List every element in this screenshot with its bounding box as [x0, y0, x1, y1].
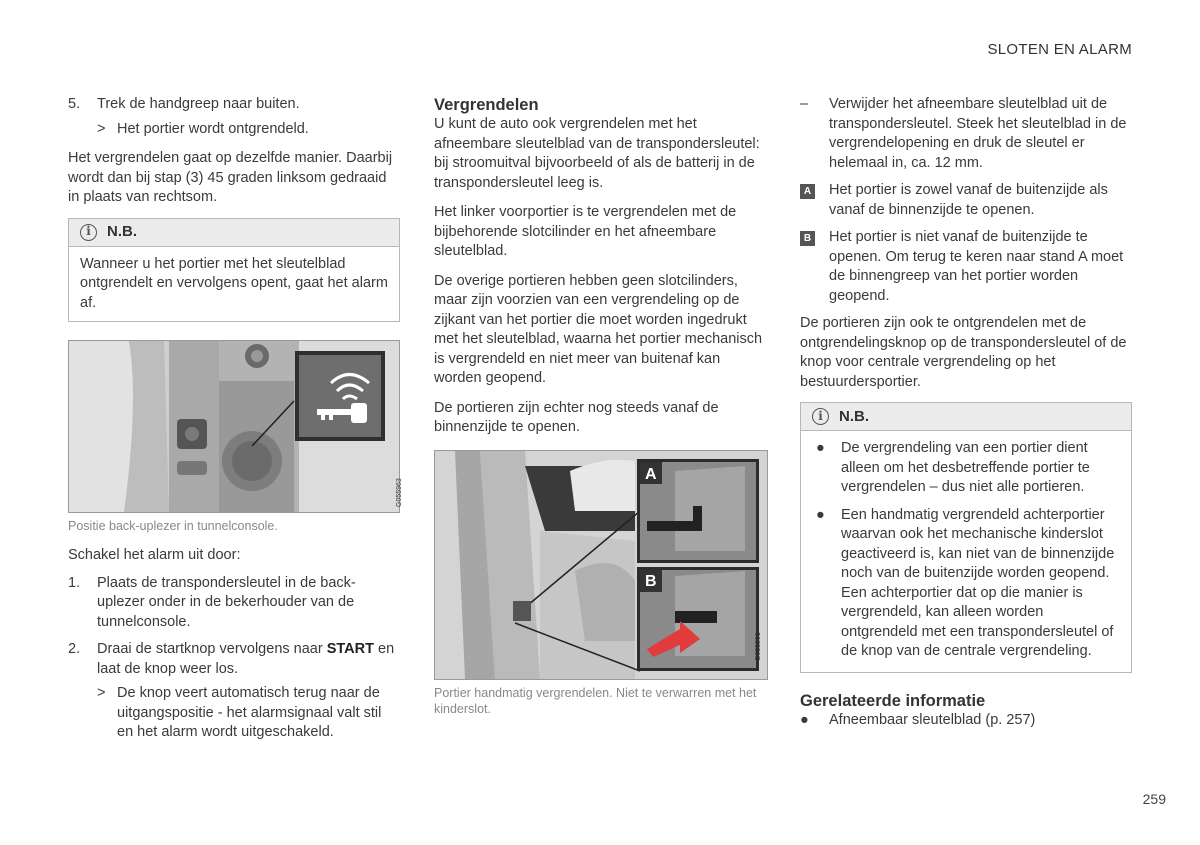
position-b-tag: B — [800, 231, 815, 246]
related-link[interactable]: Afneembaar sleutelblad (p. 257) — [829, 711, 1036, 728]
step-text: Trek de handgreep naar buiten. — [97, 96, 300, 112]
note-body — [801, 431, 1131, 672]
note-title: N.B. — [839, 407, 869, 425]
paragraph-intro: U kunt de auto ook vergrendelen met het afneembare sleutelblad van de transpondersleutel: bij stroomuitval bijvoorbeeld of als de batterij in de transpondersleutel leeg is. — [434, 116, 760, 191]
figure-caption: Portier handmatig vergrendelen. Niet te verwarren met het kinderslot. — [434, 685, 757, 716]
step-2-result-wrapper — [68, 684, 400, 743]
paragraph-front-door: Het linker voorportier is te vergrendelen met de bijbehorende slotcilinder en het afneembare sleutelblad. — [434, 204, 737, 259]
page-number: 259 — [1142, 791, 1166, 807]
paragraph-other-doors: De overige portieren hebben geen slotcilinders, maar zijn voorzien van een vergrendeling op de zijkant van het portier die moet worden ingedrukt met het sleutelblad, waarna het portier mechanisch is vergrendeld en niet meer van buitenaf kan worden geopend. — [434, 272, 763, 386]
step-5-result — [97, 120, 400, 140]
step-text-before: Draai de startknop vervolgens naar — [97, 641, 327, 657]
page-header: SLOTEN EN ALARM — [987, 41, 1132, 58]
bullet-text: De vergrendeling van een portier dient alleen om het desbetreffende portier te vergrendelen – dus niet alle portieren. — [841, 440, 1090, 495]
step-text: Plaats de transpondersleutel in de back-uplezer onder in de bekerhouder van de tunnelconsole. — [97, 574, 356, 630]
info-icon: i — [80, 224, 97, 241]
position-a-text: Het portier is zowel vanaf de buitenzijde als vanaf de binnenzijde te openen. — [829, 182, 1108, 218]
step-2-result — [97, 684, 400, 743]
bullet-text: Een handmatig vergrendeld achterportier waarvan ook het mechanische kinderslot geactiveerd is, kan niet van de binnenzijde noch van de buitenzijde worden geopend. Een achterportier dat op die manier is vergrendeld, kan alleen worden ontgrendeld met een transpondersleutel of de knop van de centrale vergrendeling. — [841, 506, 1115, 659]
bullet-dot: ● — [800, 711, 809, 728]
note-title: N.B. — [107, 223, 137, 241]
paragraph-locking-same: Het vergrendelen gaat op dezelfde manier. Daarbij wordt dan bij stap (3) 45 graden linksom gedraaid in plaats van rechtsom. — [68, 150, 393, 205]
figure-label-b: B — [645, 572, 657, 590]
note-bullet — [812, 506, 1120, 662]
position-a — [800, 181, 1132, 220]
note-header — [801, 403, 1131, 431]
related-item[interactable] — [800, 711, 1132, 731]
bullet-dot: ● — [816, 506, 825, 523]
step-text-after: en laat de knop weer los. — [97, 641, 395, 677]
figure-door-lock — [434, 450, 768, 680]
position-b-text: Het portier is niet vanaf de buitenzijde te openen. Om terug te keren naar stand A moet de binnengreep van het portier worden geopend. — [829, 229, 1124, 304]
column-right — [800, 95, 1132, 738]
dash-marker: – — [800, 96, 809, 112]
figure-code: G055963 — [396, 478, 403, 507]
door-lock-illustration — [435, 451, 767, 679]
info-icon: i — [812, 408, 829, 425]
result-text: De knop veert automatisch terug naar de uitgangspositie - het alarmsignaal valt stil en het alarm wordt uitgeschakeld. — [117, 685, 382, 740]
paragraph-unlock-options: De portieren zijn ook te ontgrendelen met de ontgrendelingsknop op de transpondersleutel of de knop voor centrale vergrendeling op het bestuurdersportier. — [800, 315, 1127, 390]
figure-code: G055201 — [755, 631, 762, 661]
position-a-tag: A — [800, 184, 815, 199]
step-5 — [68, 95, 400, 115]
figure-caption: Positie back-uplezer in tunnelconsole. — [68, 519, 278, 533]
step-2 — [68, 640, 400, 679]
step-1 — [68, 574, 400, 633]
figure-backup-reader — [68, 340, 403, 513]
note-text: Wanneer u het portier met het sleutelblad ontgrendelt en vervolgens opent, gaat het alarm af. — [80, 255, 388, 311]
note-box — [800, 402, 1132, 673]
result-marker: > — [97, 685, 106, 701]
step-number: 5. — [68, 96, 81, 112]
instruction-remove-blade — [800, 95, 1132, 173]
related-heading: Gerelateerde informatie — [800, 691, 986, 710]
note-box — [68, 218, 400, 323]
position-b — [800, 228, 1132, 306]
section-heading: Vergrendelen — [434, 96, 539, 114]
start-keyword: START — [326, 641, 374, 657]
step-number: 2. — [68, 641, 81, 657]
column-middle — [434, 95, 768, 729]
result-text: Het portier wordt ontgrendeld. — [117, 120, 309, 137]
step-5-result-wrapper — [68, 120, 400, 140]
note-header — [69, 219, 399, 247]
paragraph-disable-alarm: Schakel het alarm uit door: — [68, 547, 241, 563]
result-marker: > — [97, 120, 106, 137]
paragraph-inside-open: De portieren zijn echter nog steeds vanaf de binnenzijde te openen. — [434, 399, 719, 435]
tunnel-console-illustration — [69, 341, 399, 512]
figure-label-a: A — [645, 465, 657, 483]
column-left — [68, 95, 403, 743]
instruction-text: Verwijder het afneembare sleutelblad uit de transpondersleutel. Steek het sleutelblad in de vergrendelopening en druk de sleutel er helemaal in, ca. 12 mm. — [829, 96, 1127, 171]
bullet-dot: ● — [816, 440, 825, 456]
note-bullet — [812, 439, 1120, 498]
step-number: 1. — [68, 574, 81, 591]
